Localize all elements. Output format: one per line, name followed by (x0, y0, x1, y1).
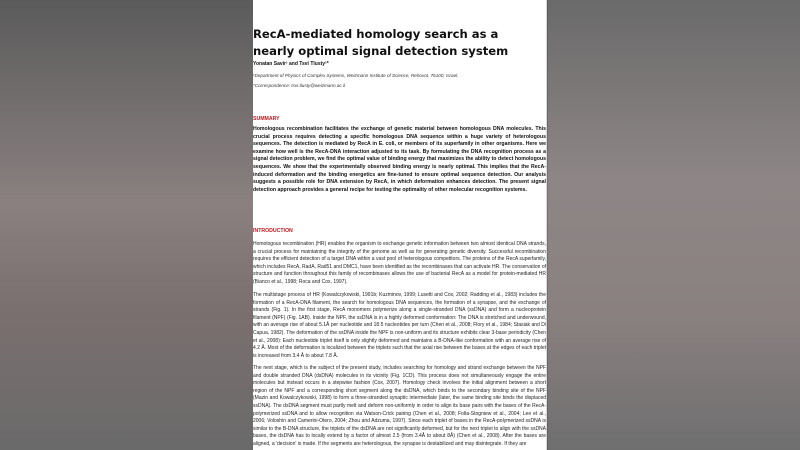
summary-text: Homologous recombination facilitates the exchange of genetic material between homologous DNA molecules. This crucial process requires detecting a specific homologous DNA sequence within a huge variety of heterologous sequences. The detection is mediated by RecA in E. coli, or members of its superfamily in other organisms. Here we examine how well is the RecA-DNA interaction adjusted to its task. By formulating the DNA recognition process as a signal detection problem, we find the optimal value of binding energy that maximizes the ability to detect homologous sequences. We show that the experimentally observed binding energy is nearly optimal. This implies that the RecA-induced deformation and the binding energetics are fine-tuned to ensure optimal sequence detection. Our analysis suggests a possible role for DNA extension by RecA, in which deformation enhances detection. The present signal detection approach provides a general recipe for testing the optimality of other molecular recognition systems. (253, 126, 546, 193)
intro-paragraph-2: The multistage process of HR (Kowalczykowski, 1991b; Kuzminov, 1999; Lusetti and Cox, 2002; Radding et al., 1983) includes the formation of a RecA-DNA filament, the search for homologous DNA sequences, the formation of a synapse, and the exchange of strands (Fig. 1). In the first stage, RecA monomers polymerize along a single-stranded DNA (ssDNA) and form a nucleoprotein filament (NPF) (Fig. 1AB). Inside the NPF, the ssDNA is in a highly deformed conformation: The DNA is stretched and underwound, with an average rise of about 5.1Å per nucleotide and 18.5 nucleotides per turn (Chen et al., 2008; Flory et al., 1984; Stasiak and Di Capua, 1982). The deformation of the ssDNA inside the NPF is non-uniform and its structure exhibits clear 3-base periodicity (Chen et al., 2008): Each nucleotide triplet itself is only slightly deformed and maintains a B-DNA-like conformation with an average rise of 4.2 Å. Most of the deformation is localized between the triplets such that the axial rise between the bases at the edges of each triplet is increased from 3.4 Å to about 7.8 Å. (253, 292, 546, 359)
paper-authors: Yonatan Savir¹ and Tsvi Tlusty¹* (253, 61, 329, 67)
paper-title: RecA-mediated homology search as a nearly optimal signal detection system (253, 27, 509, 58)
page-edge-shadow (546, 0, 548, 450)
background-right (547, 0, 800, 450)
paper-correspondence: *Correspondence: tsvi.tlusty@weizmann.ac.il (253, 83, 345, 88)
background-left (0, 0, 253, 450)
paper-affiliation: ¹Department of Physics of Complex Systems, Weizmann Institute of Science, Rehovot, 76100, Israel. (253, 73, 459, 78)
intro-paragraph-1: Homologous recombination (HR) enables the organism to exchange genetic information between two almost identical DNA strands, a crucial process for maintaining the integrity of the genome as well as for generating genetic diversity. Successful recombination requires the efficient detection of a target DNA within a vast pool of heterologous competitors. The proteins of the RecA superfamily, which includes RecA, RadA, Rad51 and DMC1, have been identified as the recombinases that can activate HR. The conservation of structure and function throughout this family of recombinases allows the use of bacterial RecA as a model for protein-mediated HR (Bianco et al., 1998; Roca and Cox, 1997). (253, 241, 546, 285)
introduction-heading: INTRODUCTION (253, 228, 293, 234)
intro-paragraph-3: The next stage, which is the subject of the present study, includes searching for homology and strand exchange between the NPF and double stranded DNA (dsDNA) molecules in its vicinity (Fig. 1CD). This process does not simultaneously engage the entire molecules but instead occurs in a stepwise fashion (Cox, 2007). Homology check involves the initial alignment between a short region of the NPF and a corresponding short segment along the dsDNA, which binds to the secondary binding site of the NPF (Mazin and Kowalczykowski, 1998) to form a three-stranded synaptic intermediate (later, the same binding site binds the displaced ssDNA). The dsDNA segment must partly melt and deform non-uniformly in order to align its base pairs with the bases of the RecA-polymerized ssDNA and to allow recognition via Watson-Crick pairing (Chen et al., 2008; Folta-Stogniew et al., 2004; Lee et al., 2006; Voloshin and Camerini-Otero, 2004; Zhou and Adzuma, 1997). Since each triplet of bases in the RecA-polymerized ssDNA is similar to the B-DNA structure, the triplets of the dsDNA are not significantly deformed, but for the next triplet to align with the ssDNA bases, the dsDNA has to locally extend by a factor of almost 2.5 (from 3.4Å to about 8Å) (Chen et al., 2008). After the bases are aligned, a 'decision' is made. If the segments are heterologous, the synapse is destabilized and may disintegrate. If they are (253, 365, 546, 447)
summary-heading: SUMMARY (253, 116, 280, 122)
document-page[interactable] (253, 0, 547, 450)
